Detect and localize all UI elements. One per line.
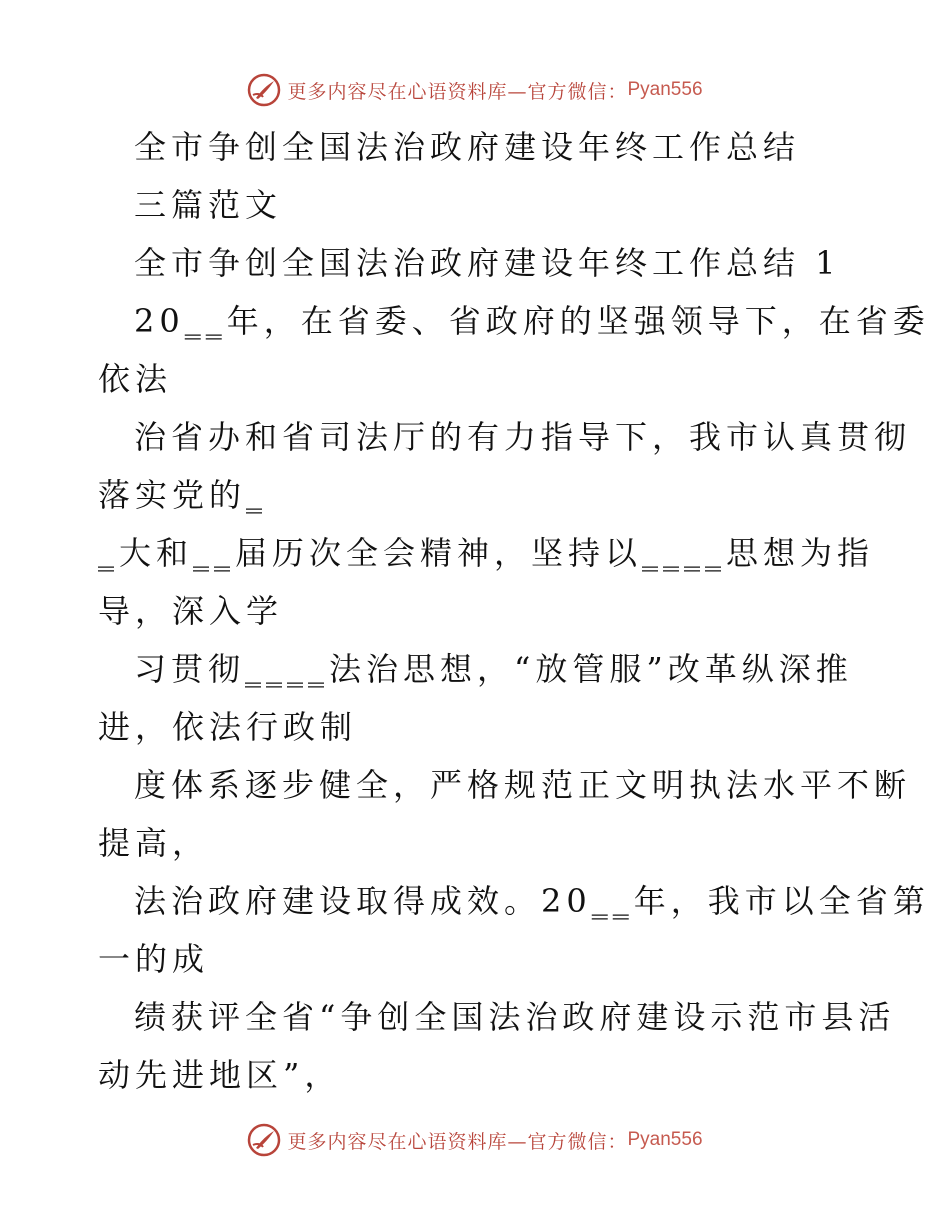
- paragraph-line: 习贯彻‗‗‗‗法治思想，“放管服”改革纵深推: [134, 650, 853, 688]
- paragraph-line: 度体系逐步健全，严格规范正文明执法水平不断: [134, 766, 912, 804]
- doc-subtitle: 全市争创全国法治政府建设年终工作总结 1: [134, 244, 841, 282]
- paragraph-line: 落实党的‗: [98, 476, 268, 514]
- paragraph-line: 依法: [98, 360, 173, 398]
- paragraph-line: 进，依法行政制: [98, 708, 358, 746]
- watermark-text: 更多内容尽在心语资料库—官方微信：: [287, 1130, 628, 1153]
- watermark-wechat-id: Pyan556: [627, 79, 703, 100]
- doc-title-line-1: 全市争创全国法治政府建设年终工作总结: [134, 128, 801, 166]
- paragraph-line: 治省办和省司法厅的有力指导下，我市认真贯彻: [134, 418, 912, 456]
- paragraph-line: 20‗‗年，在省委、省政府的坚强领导下，在省委: [134, 302, 930, 340]
- paragraph-line: 提高，: [98, 824, 210, 862]
- doc-title-line-2: 三篇范文: [134, 186, 283, 224]
- paragraph-line: 法治政府建设取得成效。20‗‗年，我市以全省第: [134, 882, 930, 920]
- paragraph-line: 绩获评全省“争创全国法治政府建设示范市县活: [134, 998, 896, 1036]
- paragraph-line: 导，深入学: [98, 592, 284, 630]
- feather-pen-logo-icon: [247, 1123, 281, 1157]
- header-watermark-banner: [0, 70, 950, 110]
- watermark-wechat-id: Pyan556: [627, 1129, 703, 1150]
- paragraph-line: ‗大和‗‗届历次全会精神，坚持以‗‗‗‗思想为指: [98, 534, 875, 572]
- footer-watermark-banner: [0, 1120, 950, 1160]
- watermark-text: 更多内容尽在心语资料库—官方微信：: [287, 80, 628, 103]
- paragraph-line: 动先进地区”，: [98, 1056, 342, 1094]
- paragraph-line: 一的成: [98, 940, 210, 978]
- feather-pen-logo-icon: [247, 73, 281, 107]
